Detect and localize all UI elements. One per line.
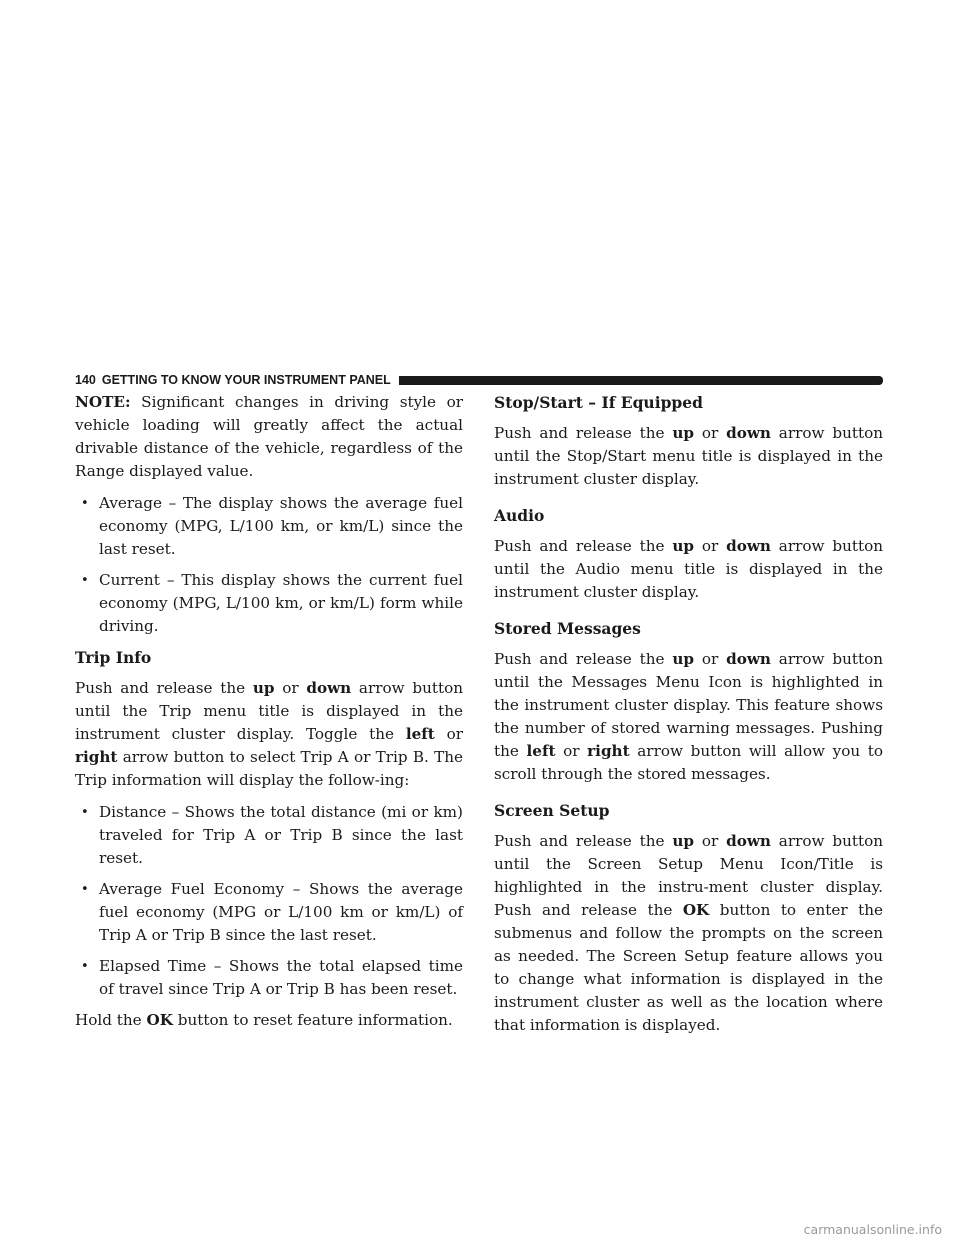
right-column: [494, 391, 883, 1050]
screen-setup-paragraph: Push and release the up or down arrow button until the Screen Setup Menu Icon/Title is highlighted in the instru-ment cluster display. Push and release the OK button to enter the submenus and follow the prompts on the screen as needed. The Screen Setup feature allows you to change what information is displayed in the instrument cluster as well as the location where that information is displayed.: [494, 832, 883, 1034]
note-label: NOTE:: [75, 393, 131, 411]
list-item: • Current – This display shows the current fuel economy (MPG, L/100 km, or km/L) form while driving.: [81, 571, 463, 635]
hold-ok-paragraph: Hold the OK button to reset feature information.: [75, 1011, 453, 1029]
list-item: • Elapsed Time – Shows the total elapsed time of travel since Trip A or Trip B has been reset.: [81, 957, 463, 998]
audio-paragraph: Push and release the up or down arrow button until the Audio menu title is displayed in the instrument cluster display.: [494, 537, 883, 601]
trip-info-list: [75, 801, 463, 1001]
note-text: Significant changes in driving style or vehicle loading will greatly affect the actual drivable distance of the vehicle, regardless of the Range displayed value.: [75, 393, 463, 480]
list-item: • Distance – Shows the total distance (mi or km) traveled for Trip A or Trip B since the last reset.: [81, 803, 463, 867]
stored-messages-paragraph: Push and release the up or down arrow button until the Messages Menu Icon is highlighted in the instrument cluster display. This feature shows the number of stored warning messages. Pushing the left or right arrow button will allow you to scroll through the stored messages.: [494, 650, 884, 783]
audio-heading: Audio: [494, 506, 545, 525]
left-column: [75, 391, 463, 1041]
stored-messages-heading: Stored Messages: [494, 619, 641, 638]
header-rule: [399, 376, 883, 385]
page-header: [75, 370, 883, 390]
bullet-icon: •: [81, 573, 89, 588]
page-number: 140: [75, 373, 96, 387]
list-item: • Average Fuel Economy – Shows the average fuel economy (MPG or L/100 km or km/L) of Trip A or Trip B since the last reset.: [81, 880, 463, 944]
trip-info-heading: Trip Info: [75, 648, 152, 667]
screen-setup-heading: Screen Setup: [494, 801, 610, 820]
stop-start-heading: Stop/Start – If Equipped: [494, 393, 703, 412]
bullet-icon: •: [81, 882, 89, 897]
list-item: • Average – The display shows the average fuel economy (MPG, L/100 km, or km/L) since the last reset.: [81, 494, 463, 558]
fuel-economy-list: [75, 492, 463, 638]
bullet-icon: •: [81, 805, 89, 820]
note-paragraph: [75, 391, 463, 483]
watermark: carmanualsonline.info: [803, 1222, 942, 1237]
trip-info-paragraph: Push and release the up or down arrow button until the Trip menu title is displayed in the instrument cluster display. Toggle the left or right arrow button to select Trip A or Trip B. The Trip information will display the follow-ing:: [75, 679, 464, 789]
bullet-icon: •: [81, 959, 89, 974]
section-title: GETTING TO KNOW YOUR INSTRUMENT PANEL: [101, 373, 391, 387]
bullet-icon: •: [81, 496, 89, 511]
stop-start-paragraph: Push and release the up or down arrow button until the Stop/Start menu title is displayed in the instrument cluster display.: [494, 424, 883, 488]
